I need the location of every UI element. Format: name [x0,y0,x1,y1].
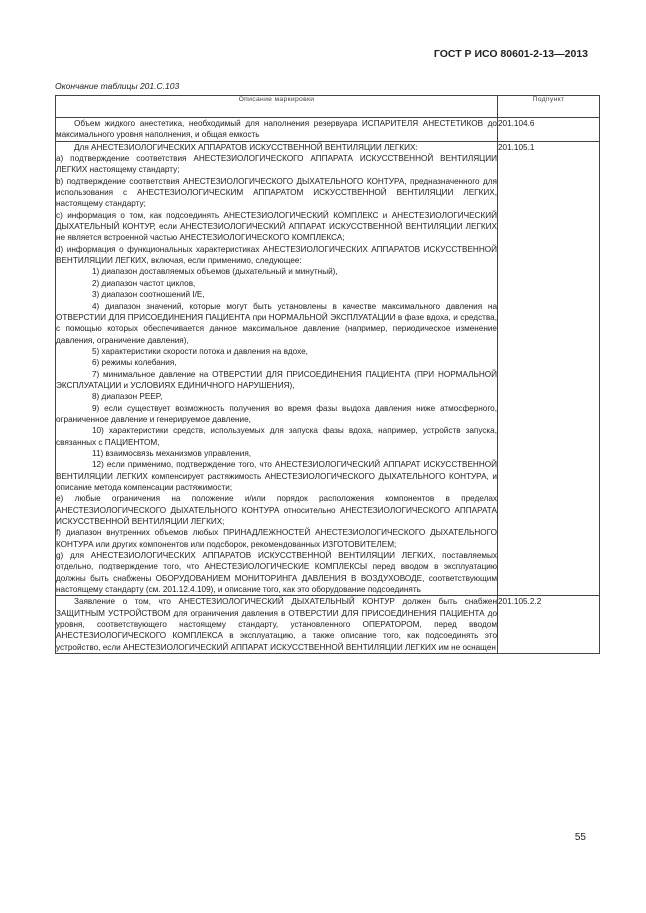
table-row [56,596,600,654]
description-paragraph: b) подтверждение соответствия АНЕСТЕЗИОЛОГИЧЕСКОГО ДЫХАТЕЛЬНОГО КОНТУРА, предназначенного для использования с АНЕСТЕЗИОЛОГИЧЕСКИМ АППАРАТОМ ИСКУССТВЕННОЙ ВЕНТИЛЯЦИИ ЛЕГКИХ, настоящему стандарту; [56,176,497,209]
description-paragraph: Заявление о том, что АНЕСТЕЗИОЛОГИЧЕСКИЙ ДЫХАТЕЛЬНЫЙ КОНТУР должен быть снабжен ЗАЩИТНЫМ УСТРОЙСТВОМ для ограничения давления в ОТВЕРСТИИ ДЛЯ ПРИСОЕДИНЕНИЯ ПАЦИЕНТА до уровня, соответствующего настоящему стандарту, установленного ОПЕРАТОРОМ, перед вводом АНЕСТЕЗИОЛОГИЧЕСКОГО КОМПЛЕКСА в эксплуатацию, а также описание того, как подсоединять это устройство, если АНЕСТЕЗИОЛОГИЧЕСКИЙ АППАРАТ ИСКУССТВЕННОЙ ВЕНТИЛЯЦИИ ЛЕГКИХ им не оснащен [56,597,497,652]
table-row [56,118,600,142]
table-caption: Окончание таблицы 201.С.103 [55,81,180,91]
description-paragraph: 10) характеристики средств, используемых для запуска фазы вдоха, например, устройств запуска, связанных с ПАЦИЕНТОМ, [56,426,497,447]
table-header-row [56,96,600,118]
description-paragraph: 3) диапазон соотношений I/E, [92,290,205,300]
description-paragraph: а) подтверждение соответствия АНЕСТЕЗИОЛОГИЧЕСКОГО АППАРАТА ИСКУССТВЕННОЙ ВЕНТИЛЯЦИИ ЛЕГКИХ настоящему стандарту; [56,154,497,175]
description-cell [56,118,498,142]
description-paragraph: 6) режимы колебания, [92,358,177,368]
description-cell [56,596,498,654]
document-header: ГОСТ Р ИСО 80601-2-13—2013 [433,48,588,60]
description-paragraph: 9) если существует возможность получения во время фазы выдоха давления ниже атмосферного, ограниченное давление и генерируемое давление, [56,403,497,424]
description-paragraph: d) информация о функциональных характеристиках АНЕСТЕЗИОЛОГИЧЕСКИХ АППАРАТОВ ИСКУССТВЕННОЙ ВЕНТИЛЯЦИИ ЛЕГКИХ, включая, если применимо, следующее: [56,244,497,266]
description-paragraph: 7) минимальное давление на ОТВЕРСТИИ ДЛЯ ПРИСОЕДИНЕНИЯ ПАЦИЕНТА (ПРИ НОРМАЛЬНОЙ ЭКСПЛУАТАЦИИ и УСЛОВИЯХ ЕДИНИЧНОГО НАРУШЕНИЯ), [56,369,497,390]
table-row [56,141,600,596]
description-paragraph: e) любые ограничения на положение и/или порядок расположения компонентов в пределах АНЕСТЕЗИОЛОГИЧЕСКОГО ДЫХАТЕЛЬНОГО КОНТУРА относительно АНЕСТЕЗИОЛОГИЧЕСКОГО АППАРАТА ИСКУССТВЕННОЙ ВЕНТИЛЯЦИИ ЛЕГКИХ; [56,494,497,527]
description-paragraph: 11) взаимосвязь механизмов управления, [92,448,252,458]
subclause-cell: 201.104.6 [498,118,600,142]
column-header-description: Описание маркировки [56,96,498,118]
description-paragraph: 5) характеристики скорости потока и давления на вдохе, [92,346,308,356]
page-number: 55 [574,832,586,843]
description-paragraph: 1) диапазон доставляемых объемов (дыхательный и минутный), [92,267,338,277]
description-paragraph: 4) диапазон значений, которые могут быть установлены в качестве максимального давления на ОТВЕРСТИИ ДЛЯ ПРИСОЕДИНЕНИЯ ПАЦИЕНТА при НОРМАЛЬНОЙ ЭКСПЛУАТАЦИИ в фазе вдоха, и средства, с помощью которых обеспечивается данное максимальное давление (например, периодическое изменение давления, ограничение давления), [56,301,497,345]
description-paragraph: 8) диапазон PEEP, [92,392,163,402]
marking-table [55,95,600,654]
subclause-cell: 201.105.2.2 [498,596,600,654]
description-paragraph: c) информация о том, как подсоединять АНЕСТЕЗИОЛОГИЧЕСКИЙ КОМПЛЕКС и АНЕСТЕЗИОЛОГИЧЕСКИЙ ДЫХАТЕЛЬНЫЙ КОНТУР, если АНЕСТЕЗИОЛОГИЧЕСКИЙ АППАРАТ ИСКУССТВЕННОЙ ВЕНТИЛЯЦИИ ЛЕГКИХ не является встроенной частью АНЕСТЕЗИОЛОГИЧЕСКОГО КОМПЛЕКСА; [56,210,497,243]
description-paragraph: g) для АНЕСТЕЗИОЛОГИЧЕСКИХ АППАРАТОВ ИСКУССТВЕННОЙ ВЕНТИЛЯЦИИ ЛЕГКИХ, поставляемых отдельно, подтверждение того, что АНЕСТЕЗИОЛОГИЧЕСКИЕ КОМПЛЕКСЫ перед вводом в эксплуатацию должны быть снабжены ОБОРУДОВАНИЕМ МОНИТОРИНГА ДАВЛЕНИЯ В ВОЗДУХОВОДЕ, соответствующим настоящему стандарту (см. 201.12.4.109), и описание того, как это оборудование подсоединять [56,551,497,595]
description-cell [56,141,498,596]
description-paragraph: 12) если применимо, подтверждение того, что АНЕСТЕЗИОЛОГИЧЕСКИЙ АППАРАТ ИСКУССТВЕННОЙ ВЕНТИЛЯЦИИ ЛЕГКИХ компенсирует растяжимость АНЕСТЕЗИОЛОГИЧЕСКОГО ДЫХАТЕЛЬНОГО КОНТУРА, и описание метода компенсации растяжимости; [56,460,497,492]
subclause-cell: 201.105.1 [498,141,600,596]
description-paragraph: f) диапазон внутренних объемов любых ПРИНАДЛЕЖНОСТЕЙ АНЕСТЕЗИОЛОГИЧЕСКОГО ДЫХАТЕЛЬНОГО КОНТУРА или других компонентов или подсборок, рекомендованных ИЗГОТОВИТЕЛЕМ; [56,528,497,549]
column-header-subclause: Подпункт [498,96,600,118]
description-paragraph: 2) диапазон частот циклов, [92,278,196,288]
description-paragraph: Для АНЕСТЕЗИОЛОГИЧЕСКИХ АППАРАТОВ ИСКУССТВЕННОЙ ВЕНТИЛЯЦИИ ЛЕГКИХ: [74,142,418,152]
description-paragraph: Объем жидкого анестетика, необходимый для наполнения резервуара ИСПАРИТЕЛЯ АНЕСТЕТИКОВ до максимального уровня наполнения, и общая емкость [56,119,497,140]
